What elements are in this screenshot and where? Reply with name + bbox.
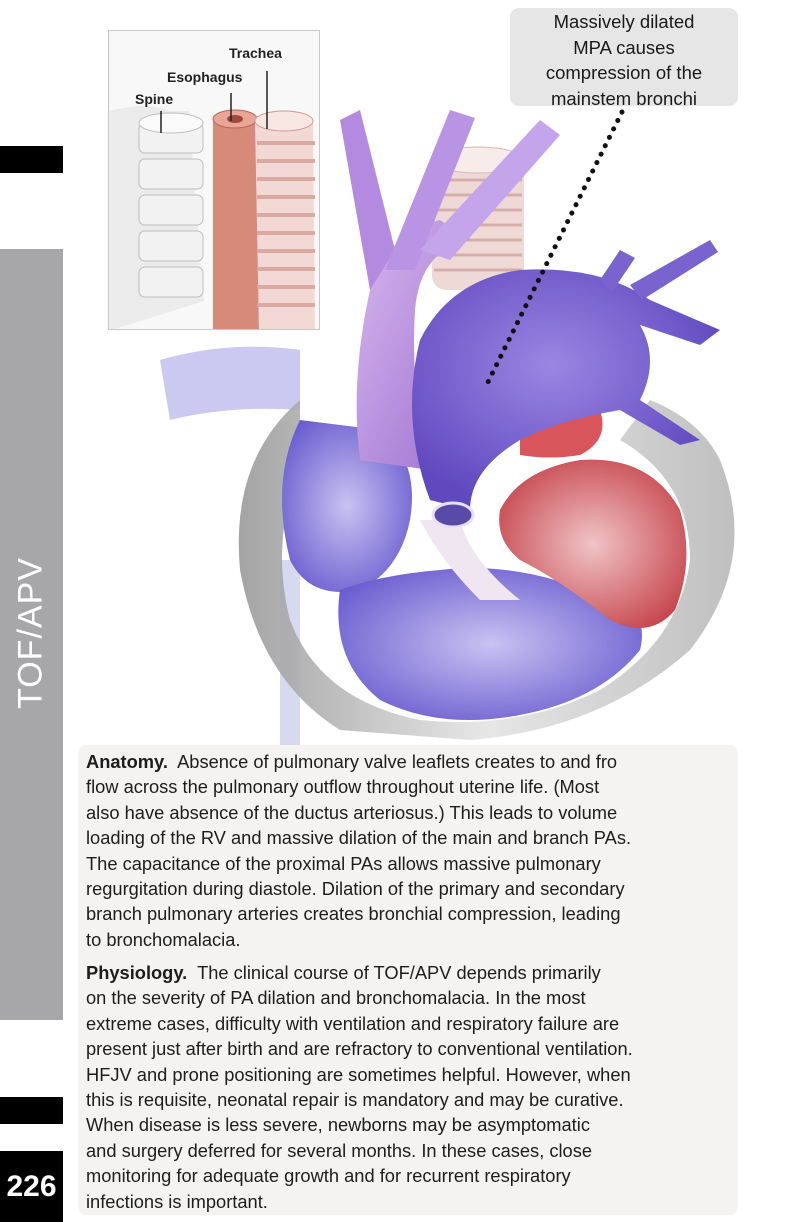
physiology-line: extreme cases, difficulty with ventilation and respiratory failure are xyxy=(86,1012,620,1034)
trachea-drawing xyxy=(255,111,315,330)
anatomy-line: branch pulmonary arteries creates bronchial compression, leading xyxy=(86,903,621,925)
inset-cross-section xyxy=(108,30,320,330)
spine-drawing xyxy=(109,106,204,330)
label-esophagus: Esophagus xyxy=(167,69,243,85)
label-spine: Spine xyxy=(135,91,174,107)
anatomy-paragraph xyxy=(86,749,746,952)
tab-marker-bottom xyxy=(0,1097,63,1124)
anatomy-heading: Anatomy. xyxy=(86,751,168,772)
physiology-heading: Physiology. xyxy=(86,962,188,983)
anatomy-line: also have absence of the ductus arteriosus.) This leads to volume xyxy=(86,801,618,823)
anatomy-line: Absence of pulmonary valve leaflets creates to and fro xyxy=(177,751,618,772)
physiology-line: present just after birth and are refractory to conventional ventilation. xyxy=(86,1038,633,1060)
pulmonary-valve-ring xyxy=(433,503,473,527)
pulmonary-vein-left xyxy=(160,347,300,420)
physiology-line: and surgery deferred for several months. In these cases, close xyxy=(86,1139,593,1161)
anatomy-line: flow across the pulmonary outflow throughout uterine life. (Most xyxy=(86,776,600,798)
label-trachea: Trachea xyxy=(229,45,282,61)
physiology-line: on the severity of PA dilation and bronchomalacia. In the most xyxy=(86,987,586,1009)
callout-line: Massively dilated xyxy=(553,11,695,32)
anatomy-line: regurgitation during diastole. Dilation of the primary and secondary xyxy=(86,878,625,900)
physiology-line: The clinical course of TOF/APV depends primarily xyxy=(197,962,601,983)
physiology-line: this is requisite, neonatal repair is mandatory and may be curative. xyxy=(86,1089,624,1111)
physiology-line: infections is important. xyxy=(86,1190,268,1212)
chapter-tab-label: TOF/APV xyxy=(11,557,50,709)
callout-line: mainstem bronchi xyxy=(550,87,697,109)
page-number: 226 xyxy=(0,1151,63,1222)
anatomy-line: The capacitance of the proximal PAs allows massive pulmonary xyxy=(86,852,601,874)
callout-line: compression of the xyxy=(545,62,703,83)
physiology-line: monitoring for adequate growth and for recurrent respiratory xyxy=(86,1165,571,1187)
anatomy-line: to bronchomalacia. xyxy=(86,928,241,950)
physiology-line: HFJV and prone positioning are sometimes helpful. However, when xyxy=(86,1063,631,1085)
esophagus-drawing xyxy=(213,110,259,330)
callout-box xyxy=(510,8,738,109)
callout-line: MPA causes xyxy=(573,36,675,58)
physiology-paragraph xyxy=(86,960,746,1214)
anatomy-line: loading of the RV and massive dilation of the main and branch PAs. xyxy=(86,827,632,849)
branch-pa-upper xyxy=(630,240,718,300)
physiology-line: When disease is less severe, newborns may be asymptomatic xyxy=(86,1114,590,1136)
